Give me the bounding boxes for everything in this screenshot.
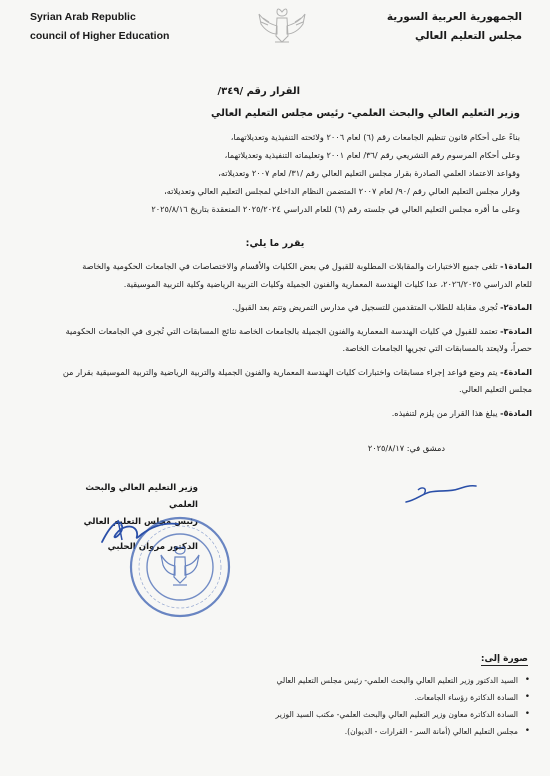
list-item: • مجلس التعليم العالي (أمانة السر - القرارات - الديوان).: [110, 723, 530, 740]
article-label: المادة١-: [500, 261, 532, 271]
article-label: المادة٢-: [500, 302, 532, 312]
preamble-line: بناءً على أحكام قانون تنظيم الجامعات رقم (٦) لعام ٢٠٠٦ ولائحته التنفيذية وتعديلاتهما،: [230, 132, 520, 142]
preamble-line: وعلى ما أقره مجلس التعليم العالي في جلسته رقم (٦) للعام الدراسي ٢٠٢٥/٢٠٢٤ المنعقدة بتاريخ ٢٠٢٥/٨/١٦: [151, 204, 520, 214]
article-text: للعام الدراسي ٢٠٢٦/٢٠٢٥، عدا كليات الهندسة المعمارية والفنون الجميلة وكليات التربية الرياضية وكلية التربية الموسيقية.: [123, 278, 532, 289]
arabic-header: [387, 10, 522, 48]
article-label: المادة٤-: [500, 366, 532, 377]
articles: [17, 258, 532, 428]
header-council-en: council of Higher Education: [30, 30, 170, 42]
date-line: دمشق في: ٢٠٢٥/٨/١٧: [367, 443, 445, 453]
article-3: [17, 323, 532, 358]
preamble-line: وقواعد الاعتماد العلمي الصادرة بقرار مجلس التعليم العالي رقم /٣١/ لعام ٢٠٠٧ وتعديلاته،: [218, 168, 520, 178]
article-text: يتم وضع قواعد إجراء مسابقات واختبارات كليات الهندسة المعمارية والفنون الجميلة والتربية الرياضية والتربية الموسيقية بقرار من: [62, 366, 498, 377]
list-item: • السادة الدكاترة معاون وزير التعليم العالي والبحث العلمي- مكتب السيد الوزير: [110, 706, 530, 723]
english-header: [30, 10, 169, 48]
article-label: المادة٣-: [500, 325, 532, 336]
article-text: يبلغ هذا القرار من يلزم لتنفيذه.: [391, 407, 498, 418]
article-label: المادة٥-: [500, 407, 532, 418]
decides-heading: يقرر ما يلي:: [245, 238, 305, 249]
header-country-en: Syrian Arab Republic: [30, 11, 136, 23]
header-country-ar: الجمهورية العربية السورية: [386, 11, 522, 23]
header-council-ar: مجلس التعليم العالي: [414, 30, 522, 42]
date-block: [368, 440, 445, 456]
preamble-line: وعلى أحكام المرسوم رقم التشريعي رقم /٣٦/ لعام ٢٠٠١ وتعليماته التنفيذية وتعديلاتهما،: [224, 150, 520, 160]
signatory-role: رئيس مجلس التعليم العالي: [83, 517, 198, 527]
preamble: [25, 128, 520, 218]
signatory-name: الدكتور مروان الحلبي: [107, 542, 198, 552]
article-1: [17, 258, 532, 293]
initials-signature-icon: [400, 480, 480, 508]
preamble-line: وقرار مجلس التعليم العالي رقم /٩٠/ لعام ٢٠٠٧ المتضمن النظام الداخلي لمجلس التعليم العالي وتعديلاته،: [164, 186, 520, 196]
signatory-title: وزير التعليم العالي والبحث العلمي: [85, 483, 198, 510]
decision-number: القرار رقم /٣٤٩/: [217, 86, 300, 97]
article-2: [17, 299, 532, 317]
article-text: تلغى جميع الاختبارات والمقابلات المطلوبة للقبول في بعض الكليات والأقسام والاختصاصات في الجامعات الحكومية والخاصة: [82, 261, 498, 271]
list-item: • السيد الدكتور وزير التعليم العالي والبحث العلمي- رئيس مجلس التعليم العالي: [110, 672, 530, 689]
article-5: [17, 405, 532, 423]
copy-to-title: صورة إلى:: [480, 654, 528, 664]
minister-title: وزير التعليم العالي والبحث العلمي- رئيس مجلس التعليم العالي: [210, 108, 520, 119]
article-4: [17, 364, 532, 399]
list-item: • السادة الدكاترة رؤساء الجامعات.: [110, 689, 530, 706]
article-text: تُجرى مقابلة للطلاب المتقدمين للتسجيل في مدارس التمريض وتتم بعد القبول.: [232, 302, 498, 312]
handwritten-signature-icon: [92, 512, 182, 552]
article-text: حصراً، ولايعتد بالمسابقات التي تجريها الجامعات الخاصة.: [342, 343, 532, 353]
copy-to-list: [110, 672, 530, 740]
article-text: مجلس التعليم العالي.: [459, 384, 532, 394]
article-text: تعتمد للقبول في كليات الهندسة المعمارية والفنون الجميلة بالجامعات الخاصة نتائج المسابقات التي تُجرى في الجامعات الحكومية: [65, 325, 498, 336]
eagle-emblem-icon: [255, 4, 309, 50]
